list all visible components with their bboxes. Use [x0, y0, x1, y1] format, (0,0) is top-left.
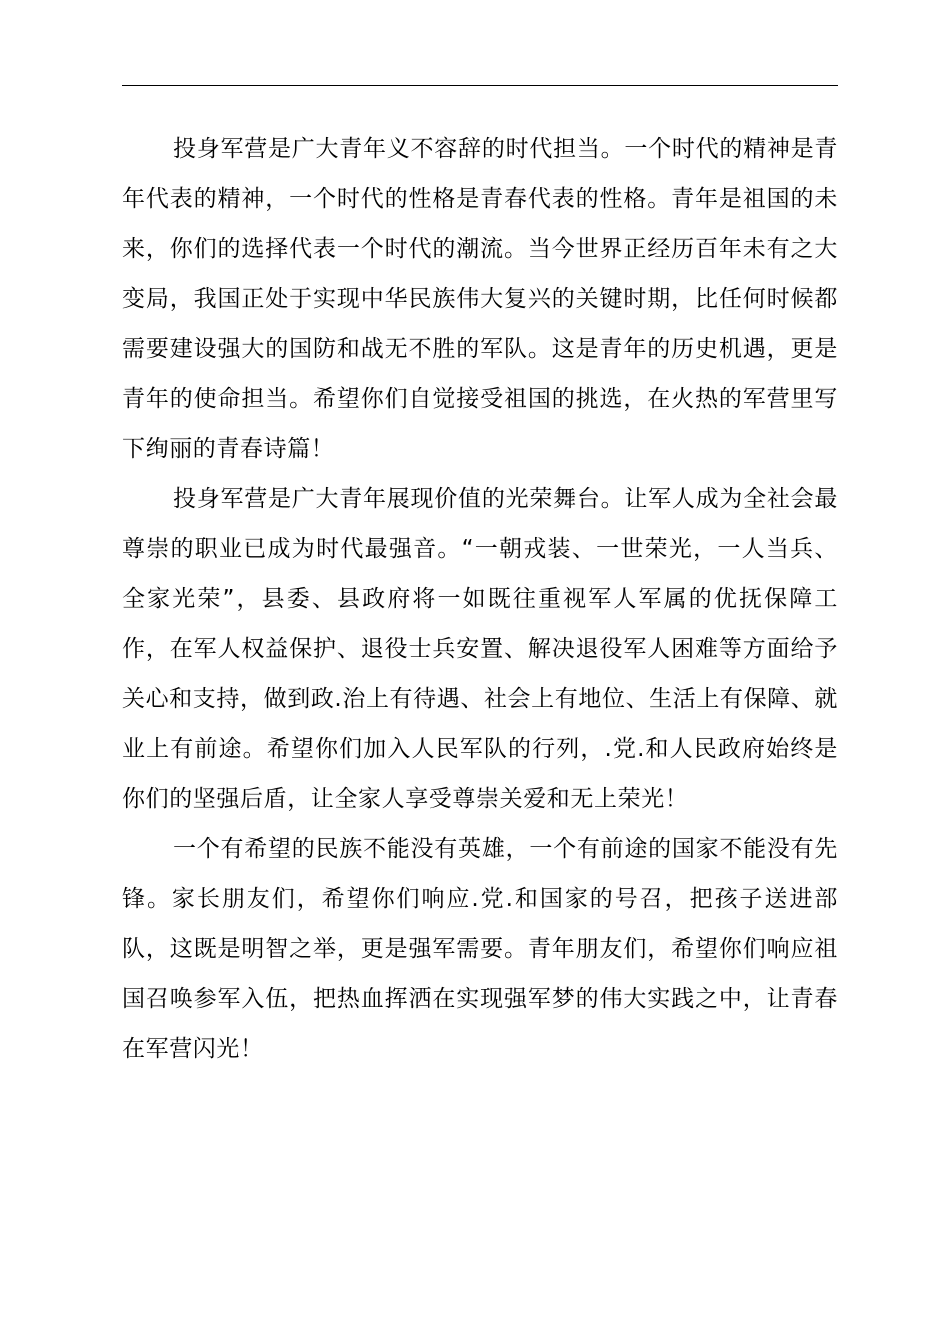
- header-divider: [122, 85, 838, 86]
- paragraph-3: 一个有希望的民族不能没有英雄，一个有前途的国家不能没有先锋。家长朋友们，希望你们响应.党.和国家的号召，把孩子送进部队，这既是明智之举，更是强军需要。青年朋友们，希望你们响应祖国召唤参军入伍，把热血挥洒在实现强军梦的伟大实践之中，让青春在军营闪光！: [122, 836, 838, 1062]
- paragraph-2: 投身军营是广大青年展现价值的光荣舞台。让军人成为全社会最尊崇的职业已成为时代最强音。“一朝戎装、一世荣光，一人当兵、全家光荣”，县委、县政府将一如既往重视军人军属的优抚保障工作，在军人权益保护、退役士兵安置、解决退役军人困难等方面给予关心和支持，做到政.治上有待遇、社会上有地位、生活上有保障、就业上有前途。希望你们加入人民军队的行列，.党.和人民政府始终是你们的坚强后盾，让全家人享受尊崇关爱和无上荣光！: [122, 486, 838, 812]
- paragraph-1: 投身军营是广大青年义不容辞的时代担当。一个时代的精神是青年代表的精神，一个时代的性格是青春代表的性格。青年是祖国的未来，你们的选择代表一个时代的潮流。当今世界正经历百年未有之大变局，我国正处于实现中华民族伟大复兴的关键时期，比任何时候都需要建设强大的国防和战无不胜的军队。这是青年的历史机遇，更是青年的使命担当。希望你们自觉接受祖国的挑选，在火热的军营里写下绚丽的青春诗篇！: [122, 136, 838, 462]
- document-body: [122, 124, 838, 1074]
